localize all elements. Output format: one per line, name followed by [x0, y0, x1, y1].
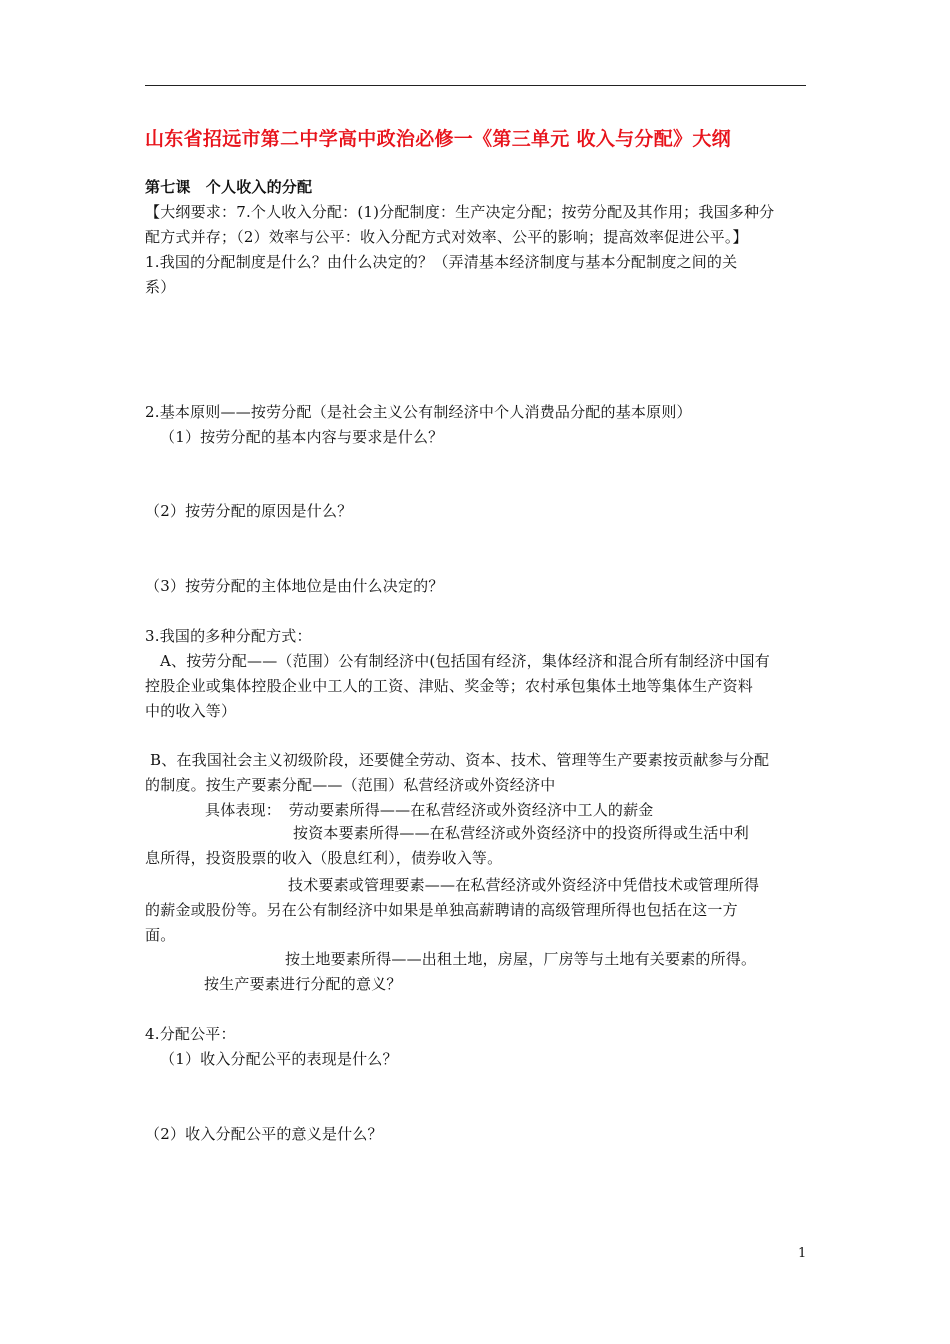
question-2-sub-2: （2）按劳分配的原因是什么？ [145, 502, 353, 520]
header-rule [145, 85, 806, 86]
section-a-line-2: 控股企业或集体控股企业中工人的工资、津贴、奖金等；农村承包集体土地等集体生产资料 [145, 677, 754, 695]
section-b-line-2: 的制度。按生产要素分配——（范围）私营经济或外资经济中 [145, 776, 556, 794]
lesson-heading: 第七课 个人收入的分配 [145, 178, 313, 196]
question-4-sub-2: （2）收入分配公平的意义是什么？ [145, 1125, 383, 1143]
section-a-line-1: A、按劳分配——（范围）公有制经济中(包括国有经济，集体经济和混合所有制经济中国有 [160, 652, 770, 670]
question-2-heading: 2.基本原则——按劳分配（是社会主义公有制经济中个人消费品分配的基本原则） [145, 403, 692, 421]
question-4-heading: 4.分配公平： [145, 1025, 236, 1043]
factor-distribution-meaning: 按生产要素进行分配的意义？ [204, 975, 402, 993]
outline-line-2: 配方式并存；（2）效率与公平：收入分配方式对效率、公平的影响；提高效率促进公平。】 [145, 228, 748, 246]
question-4-sub-1: （1）收入分配公平的表现是什么？ [160, 1050, 398, 1068]
tech-factor-line-3: 面。 [145, 926, 176, 944]
question-2-sub-3: （3）按劳分配的主体地位是由什么决定的？ [145, 577, 444, 595]
question-3-heading: 3.我国的多种分配方式： [145, 627, 312, 645]
question-2-sub-1: （1）按劳分配的基本内容与要求是什么？ [160, 428, 444, 446]
question-1-line-2: 系） [145, 278, 176, 296]
question-1-line-1: 1.我国的分配制度是什么？由什么决定的？（弄清基本经济制度与基本分配制度之间的关 [145, 253, 738, 271]
labor-factor-income: 具体表现： 劳动要素所得——在私营经济或外资经济中工人的薪金 [205, 801, 654, 819]
outline-line-1: 【大纲要求：7.个人收入分配：(1)分配制度：生产决定分配；按劳分配及其作用；我国多种分 [145, 203, 775, 221]
capital-factor-line-1: 按资本要素所得——在私营经济或外资经济中的投资所得或生活中利 [293, 824, 750, 842]
section-a-line-3: 中的收入等） [145, 702, 237, 720]
tech-factor-line-1: 技术要素或管理要素——在私营经济或外资经济中凭借技术或管理所得 [288, 876, 760, 894]
page-number: 1 [798, 1246, 807, 1261]
capital-factor-line-2: 息所得，投资股票的收入（股息红利），债券收入等。 [145, 849, 503, 867]
document-title: 山东省招远市第二中学高中政治必修一《第三单元 收入与分配》大纲 [145, 128, 731, 150]
land-factor-income: 按土地要素所得——出租土地，房屋，厂房等与土地有关要素的所得。 [285, 950, 757, 968]
tech-factor-line-2: 的薪金或股份等。另在公有制经济中如果是单独高薪聘请的高级管理所得也包括在这一方 [145, 901, 738, 919]
section-b-line-1: B、在我国社会主义初级阶段，还要健全劳动、资本、技术、管理等生产要素按贡献参与分配 [150, 751, 770, 769]
